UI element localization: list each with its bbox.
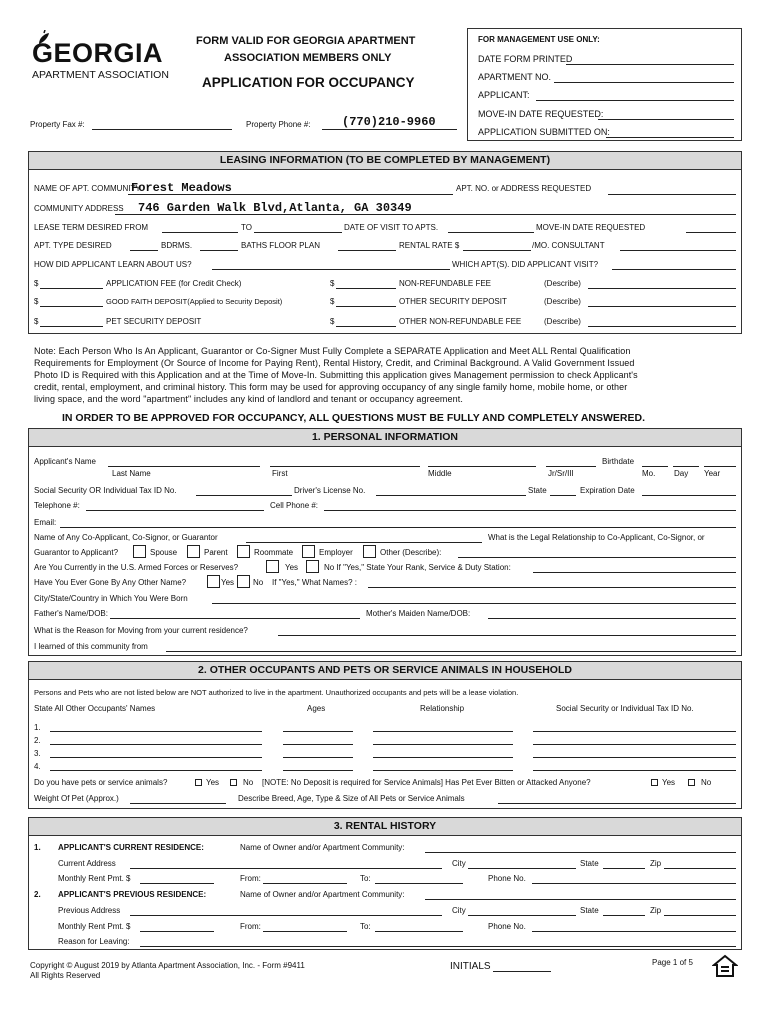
other-describe-field[interactable] (458, 557, 736, 558)
middle-name-field[interactable] (428, 466, 536, 467)
other-name-if-label: If "Yes," What Names? : (272, 578, 357, 587)
suffix-field[interactable] (546, 466, 596, 467)
mgmt-apt-no: APARTMENT NO. (478, 72, 552, 82)
dl-state-label: State (528, 486, 547, 495)
mgmt-move-in-field[interactable] (598, 119, 734, 120)
spouse-checkbox[interactable] (133, 545, 146, 558)
rental-1-number: 1. (34, 843, 41, 852)
occupant-3-name[interactable] (50, 757, 262, 758)
current-zip-label: Zip (650, 859, 662, 868)
bitten-yes-checkbox[interactable] (651, 779, 658, 786)
mother-label: Mother's Maiden Name/DOB: (366, 609, 471, 618)
middle-name-caption: Middle (428, 469, 452, 478)
logo (30, 28, 180, 90)
address-value: 746 Garden Walk Blvd,Atlanta, GA 30349 (138, 201, 412, 215)
reason-label: What is the Reason for Moving from your current residence? (34, 626, 248, 635)
occupants-title: 2. OTHER OCCUPANTS AND PETS OR SERVICE ANIMALS IN HOUSEHOLD (29, 662, 741, 680)
fee1-field[interactable] (40, 288, 103, 289)
current-city-label: City (452, 859, 466, 868)
rental-2-number: 2. (34, 890, 41, 899)
mgmt-submitted-field[interactable] (606, 137, 734, 138)
learned-label: I learned of this community from (34, 642, 148, 651)
pets-no-checkbox[interactable] (230, 779, 237, 786)
logo-word: GEORGIA (32, 38, 164, 68)
management-box (467, 28, 742, 141)
other-name-yes-label: Yes (221, 578, 235, 587)
fee4-describe-field[interactable] (588, 306, 736, 307)
fee2-describe-field[interactable] (588, 288, 736, 289)
fee6-label: OTHER NON-REFUNDABLE FEE (399, 317, 522, 326)
occupant-1-name[interactable] (50, 731, 262, 732)
occupant-3-age[interactable] (283, 757, 353, 758)
email-label: Email: (34, 518, 57, 527)
address-label: COMMUNITY ADDRESS (34, 204, 124, 213)
occupants-relationship-header: Relationship (420, 704, 465, 713)
armed-no-checkbox[interactable] (306, 560, 319, 573)
page-number: Page 1 of 5 (652, 958, 693, 967)
occupants-warning: Persons and Pets who are not listed below are NOT authorized to live in the apartment. Unauthorized occupants and pets will be a lease violation. (34, 688, 519, 697)
current-zip-field[interactable] (664, 868, 736, 869)
birth-month-field[interactable] (642, 466, 668, 467)
mgmt-date-printed: DATE FORM PRINTED (478, 54, 573, 64)
previous-owner-field[interactable] (425, 899, 736, 900)
fee2-describe: (Describe) (544, 279, 581, 288)
current-rent-label: Monthly Rent Pmt. $ (58, 874, 131, 883)
occupants-ssn-header: Social Security or Individual Tax ID No. (556, 704, 694, 713)
exp-field[interactable] (642, 495, 736, 496)
fee4-label: OTHER SECURITY DEPOSIT (399, 297, 507, 306)
exp-label: Expiration Date (580, 486, 635, 495)
consultant-label: /MO. CONSULTANT (532, 241, 605, 250)
occupant-3-ssn[interactable] (533, 757, 736, 758)
visit-date-label: DATE OF VISIT TO APTS. (344, 223, 439, 232)
current-rent-field[interactable] (140, 883, 214, 884)
apt-no-field[interactable] (608, 194, 736, 195)
note-line-1: Note: Each Person Who Is An Applicant, Guarantor or Co-Signer Must Fully Complete a SEPARATE Application and Meet ALL Rental Qualification (34, 346, 631, 356)
pets-yes-checkbox[interactable] (195, 779, 202, 786)
roommate-checkbox[interactable] (237, 545, 250, 558)
fee4-dollar: $ (330, 297, 335, 306)
month-caption: Mo. (642, 469, 656, 478)
fee3-field[interactable] (40, 306, 103, 307)
fee4-describe: (Describe) (544, 297, 581, 306)
valid-line-2: ASSOCIATION MEMBERS ONLY (224, 52, 392, 64)
first-name-caption: First (272, 469, 288, 478)
leaving-reason-field[interactable] (140, 946, 736, 947)
visit-date-field[interactable] (448, 232, 534, 233)
baths-label: BATHS FLOOR PLAN (241, 241, 320, 250)
move-in-field[interactable] (686, 232, 736, 233)
lease-from-field[interactable] (162, 232, 238, 233)
last-name-field[interactable] (108, 466, 260, 467)
current-to-field[interactable] (375, 883, 463, 884)
fee5-dollar: $ (34, 317, 39, 326)
dl-state-field[interactable] (550, 495, 576, 496)
other-name-no-label: No (253, 578, 264, 587)
armed-station-field[interactable] (533, 572, 736, 573)
fee3-dollar: $ (34, 297, 39, 306)
rental-rate-label: RENTAL RATE $ (399, 241, 460, 250)
born-label: City/State/Country in Which You Were Born (34, 594, 188, 603)
lease-to-label: TO (241, 223, 252, 232)
parent-label: Parent (204, 548, 228, 557)
fee6-field[interactable] (336, 326, 396, 327)
bitten-no-label: No (701, 778, 712, 787)
occupant-row-2-number: 2. (34, 736, 41, 745)
previous-phone-field[interactable] (532, 931, 736, 932)
note-line-2: Requirements for Employment (Or Source of Income for Paying Rent), Rental History, Credit, and Criminal Background. A Valid Government Issued (34, 358, 635, 368)
occupant-row-3-number: 3. (34, 749, 41, 758)
leaving-reason-label: Reason for Leaving: (58, 937, 130, 946)
coapp-label: Name of Any Co-Applicant, Co-Signor, or Guarantor (34, 533, 218, 542)
baths-field[interactable] (200, 250, 238, 251)
fee1-label: APPLICATION FEE (for Credit Check) (106, 279, 242, 288)
fee1-dollar: $ (34, 279, 39, 288)
previous-state-field[interactable] (603, 915, 645, 916)
occupant-row-4-number: 4. (34, 762, 41, 771)
previous-phone-label: Phone No. (488, 922, 526, 931)
pets-no-label: No (243, 778, 254, 787)
phone-label: Property Phone #: (246, 120, 311, 129)
occupant-3-relationship[interactable] (373, 757, 513, 758)
fax-label: Property Fax #: (30, 120, 85, 129)
ssn-label: Social Security OR Individual Tax ID No. (34, 486, 177, 495)
suffix-caption: Jr/Sr/III (548, 469, 574, 478)
previous-from-label: From: (240, 922, 261, 931)
pets-label: Do you have pets or service animals? (34, 778, 168, 787)
fee6-describe-field[interactable] (588, 326, 736, 327)
coapp-field[interactable] (246, 542, 482, 543)
note-line-5: living space, and the word "apartment" includes any kind of landlord and tenant or occupancy agreement. (34, 394, 463, 404)
lease-term-label: LEASE TERM DESIRED FROM (34, 223, 149, 232)
fee3-label: GOOD FAITH DEPOSIT(Applied to Security Deposit) (106, 297, 283, 306)
current-phone-label: Phone No. (488, 874, 526, 883)
fee4-field[interactable] (336, 306, 396, 307)
other-label: Other (Describe): (380, 548, 442, 557)
mgmt-submitted: APPLICATION SUBMITTED ON: (478, 127, 610, 137)
fee6-describe: (Describe) (544, 317, 581, 326)
occupant-1-relationship[interactable] (373, 731, 513, 732)
note-line-3: Photo ID is Required with this Application and at the Time of Move-In. Submitting this application gives Management permission to check Applicant's (34, 370, 638, 380)
day-caption: Day (674, 469, 689, 478)
mgmt-applicant-field[interactable] (536, 100, 734, 101)
armed-yes-label: Yes (285, 563, 299, 572)
other-checkbox[interactable] (363, 545, 376, 558)
birthdate-label: Birthdate (602, 457, 635, 466)
mgmt-applicant: APPLICANT: (478, 90, 530, 100)
pets-yes-label: Yes (206, 778, 220, 787)
which-apt-label: WHICH APT(S). DID APPLICANT VISIT? (452, 260, 599, 269)
previous-owner-label: Name of Owner and/or Apartment Community: (240, 890, 405, 899)
pet-weight-field[interactable] (130, 803, 226, 804)
current-owner-label: Name of Owner and/or Apartment Community: (240, 843, 405, 852)
fee2-label: NON-REFUNDABLE FEE (399, 279, 492, 288)
mgmt-move-in: MOVE-IN DATE REQUESTED: (478, 109, 604, 119)
current-city-field[interactable] (468, 868, 576, 869)
pet-describe-field[interactable] (498, 803, 736, 804)
current-state-field[interactable] (603, 868, 645, 869)
equal-housing-icon (712, 954, 738, 980)
learn-label: HOW DID APPLICANT LEARN ABOUT US? (34, 260, 192, 269)
rights-line: All Rights Reserved (30, 971, 101, 980)
dl-field[interactable] (376, 495, 526, 496)
initials-label: INITIALS (450, 961, 491, 972)
mother-field[interactable] (488, 618, 736, 619)
bdrms-label: BDRMS. (161, 241, 193, 250)
previous-city-label: City (452, 906, 466, 915)
apt-type-field[interactable] (130, 250, 158, 251)
current-to-label: To: (360, 874, 371, 883)
apt-type-label: APT. TYPE DESIRED (34, 241, 112, 250)
initials-field[interactable] (493, 971, 551, 972)
current-owner-field[interactable] (425, 852, 736, 853)
occupant-1-age[interactable] (283, 731, 353, 732)
which-apt-field[interactable] (612, 269, 736, 270)
move-in-label: MOVE-IN DATE REQUESTED (536, 223, 646, 232)
leasing-title: LEASING INFORMATION (TO BE COMPLETED BY MANAGEMENT) (29, 152, 741, 170)
pet-weight-label: Weight Of Pet (Approx.) (34, 794, 119, 803)
roommate-label: Roommate (254, 548, 294, 557)
current-residence-heading: APPLICANT'S CURRENT RESIDENCE: (58, 843, 204, 852)
rental-title: 3. RENTAL HISTORY (29, 818, 741, 836)
occupant-2-age[interactable] (283, 744, 353, 745)
learn-field[interactable] (212, 269, 450, 270)
guarantor-label: Guarantor to Applicant? (34, 548, 119, 557)
logo-subtitle: APARTMENT ASSOCIATION (32, 69, 169, 81)
previous-address-field[interactable] (130, 915, 442, 916)
armed-no-label: No If "Yes," State Your Rank, Service & Duty Station: (324, 563, 511, 572)
fee2-field[interactable] (336, 288, 396, 289)
other-name-no-checkbox[interactable] (237, 575, 250, 588)
fee2-dollar: $ (330, 279, 335, 288)
tel-field[interactable] (86, 510, 264, 511)
current-address-field[interactable] (130, 868, 442, 869)
birth-year-field[interactable] (704, 466, 736, 467)
form-title: APPLICATION FOR OCCUPANCY (202, 75, 415, 90)
previous-zip-label: Zip (650, 906, 662, 915)
occupant-4-age[interactable] (283, 770, 353, 771)
father-label: Father's Name/DOB: (34, 609, 108, 618)
previous-rent-label: Monthly Rent Pmt. $ (58, 922, 131, 931)
previous-city-field[interactable] (468, 915, 576, 916)
parent-checkbox[interactable] (187, 545, 200, 558)
mgmt-apt-no-field[interactable] (554, 82, 734, 83)
occupants-names-header: State All Other Occupants' Names (34, 704, 156, 713)
pet-describe-label: Describe Breed, Age, Type & Size of All Pets or Service Animals (238, 794, 465, 803)
year-caption: Year (704, 469, 721, 478)
birth-day-field[interactable] (673, 466, 699, 467)
previous-to-label: To: (360, 922, 371, 931)
current-state-label: State (580, 859, 599, 868)
occupant-2-ssn[interactable] (533, 744, 736, 745)
employer-label: Employer (319, 548, 353, 557)
copyright-line: Copyright © August 2019 by Atlanta Apartment Association, Inc. - Form #9411 (30, 961, 305, 970)
community-value: Forest Meadows (131, 181, 232, 195)
email-field[interactable] (60, 527, 736, 528)
cell-field[interactable] (324, 510, 736, 511)
born-field[interactable] (212, 603, 736, 604)
tel-label: Telephone #: (34, 501, 80, 510)
first-name-field[interactable] (270, 466, 420, 467)
current-address-label: Current Address (58, 859, 116, 868)
previous-rent-field[interactable] (140, 931, 214, 932)
other-name-label: Have You Ever Gone By Any Other Name? (34, 578, 187, 587)
phone-field[interactable] (322, 129, 457, 130)
previous-from-field[interactable] (263, 931, 347, 932)
name-label: Applicant's Name (34, 457, 96, 466)
previous-state-label: State (580, 906, 599, 915)
community-label: NAME OF APT. COMMUNITY (34, 184, 141, 193)
dl-label: Driver's License No. (294, 486, 366, 495)
bitten-yes-label: Yes (662, 778, 676, 787)
consultant-field[interactable] (620, 250, 736, 251)
ssn-field[interactable] (196, 495, 292, 496)
previous-residence-heading: APPLICANT'S PREVIOUS RESIDENCE: (58, 890, 207, 899)
fee5-field[interactable] (40, 326, 103, 327)
learned-field[interactable] (166, 651, 736, 652)
current-from-label: From: (240, 874, 261, 883)
employer-checkbox[interactable] (302, 545, 315, 558)
rental-rate-field[interactable] (463, 250, 531, 251)
occupant-1-ssn[interactable] (533, 731, 736, 732)
cell-label: Cell Phone #: (270, 501, 319, 510)
phone-value: (770)210-9960 (342, 115, 436, 129)
fee5-label: PET SECURITY DEPOSIT (106, 317, 202, 326)
personal-title: 1. PERSONAL INFORMATION (29, 429, 741, 447)
previous-address-label: Previous Address (58, 906, 121, 915)
floor-plan-field[interactable] (338, 250, 396, 251)
occupants-ages-header: Ages (307, 704, 326, 713)
armed-yes-checkbox[interactable] (266, 560, 279, 573)
other-names-field[interactable] (368, 587, 736, 588)
occupant-4-ssn[interactable] (533, 770, 736, 771)
last-name-caption: Last Name (112, 469, 151, 478)
other-name-yes-checkbox[interactable] (207, 575, 220, 588)
fax-field[interactable] (92, 129, 232, 130)
previous-zip-field[interactable] (664, 915, 736, 916)
occupant-4-relationship[interactable] (373, 770, 513, 771)
valid-line-1: FORM VALID FOR GEORGIA APARTMENT (196, 35, 416, 47)
occupant-2-name[interactable] (50, 744, 262, 745)
occupant-4-name[interactable] (50, 770, 262, 771)
pets-note: [NOTE: No Deposit is required for Service Animals] Has Pet Ever Bitten or Attacked Anyone? (262, 778, 591, 787)
mgmt-title: FOR MANAGEMENT USE ONLY: (478, 35, 600, 44)
mgmt-date-printed-field[interactable] (566, 64, 734, 65)
spouse-label: Spouse (150, 548, 178, 557)
note-line-4: credit, rental, employment, and criminal history. This form may be used for approving occupancy of any single family home, mobile home, or other (34, 382, 628, 392)
fee6-dollar: $ (330, 317, 335, 326)
current-from-field[interactable] (263, 883, 347, 884)
father-field[interactable] (110, 618, 360, 619)
relationship-label: What is the Legal Relationship to Co-Applicant, Co-Signor, or (488, 533, 705, 542)
bitten-no-checkbox[interactable] (688, 779, 695, 786)
lease-to-field[interactable] (254, 232, 342, 233)
current-phone-field[interactable] (532, 883, 736, 884)
armed-label: Are You Currently in the U.S. Armed Forces or Reserves? (34, 563, 239, 572)
apt-no-label: APT. NO. or ADDRESS REQUESTED (456, 184, 592, 193)
occupant-row-1-number: 1. (34, 723, 41, 732)
previous-to-field[interactable] (375, 931, 463, 932)
reason-field[interactable] (278, 635, 736, 636)
occupant-2-relationship[interactable] (373, 744, 513, 745)
note-bold: IN ORDER TO BE APPROVED FOR OCCUPANCY, ALL QUESTIONS MUST BE FULLY AND COMPLETELY ANSWERED. (62, 412, 646, 424)
